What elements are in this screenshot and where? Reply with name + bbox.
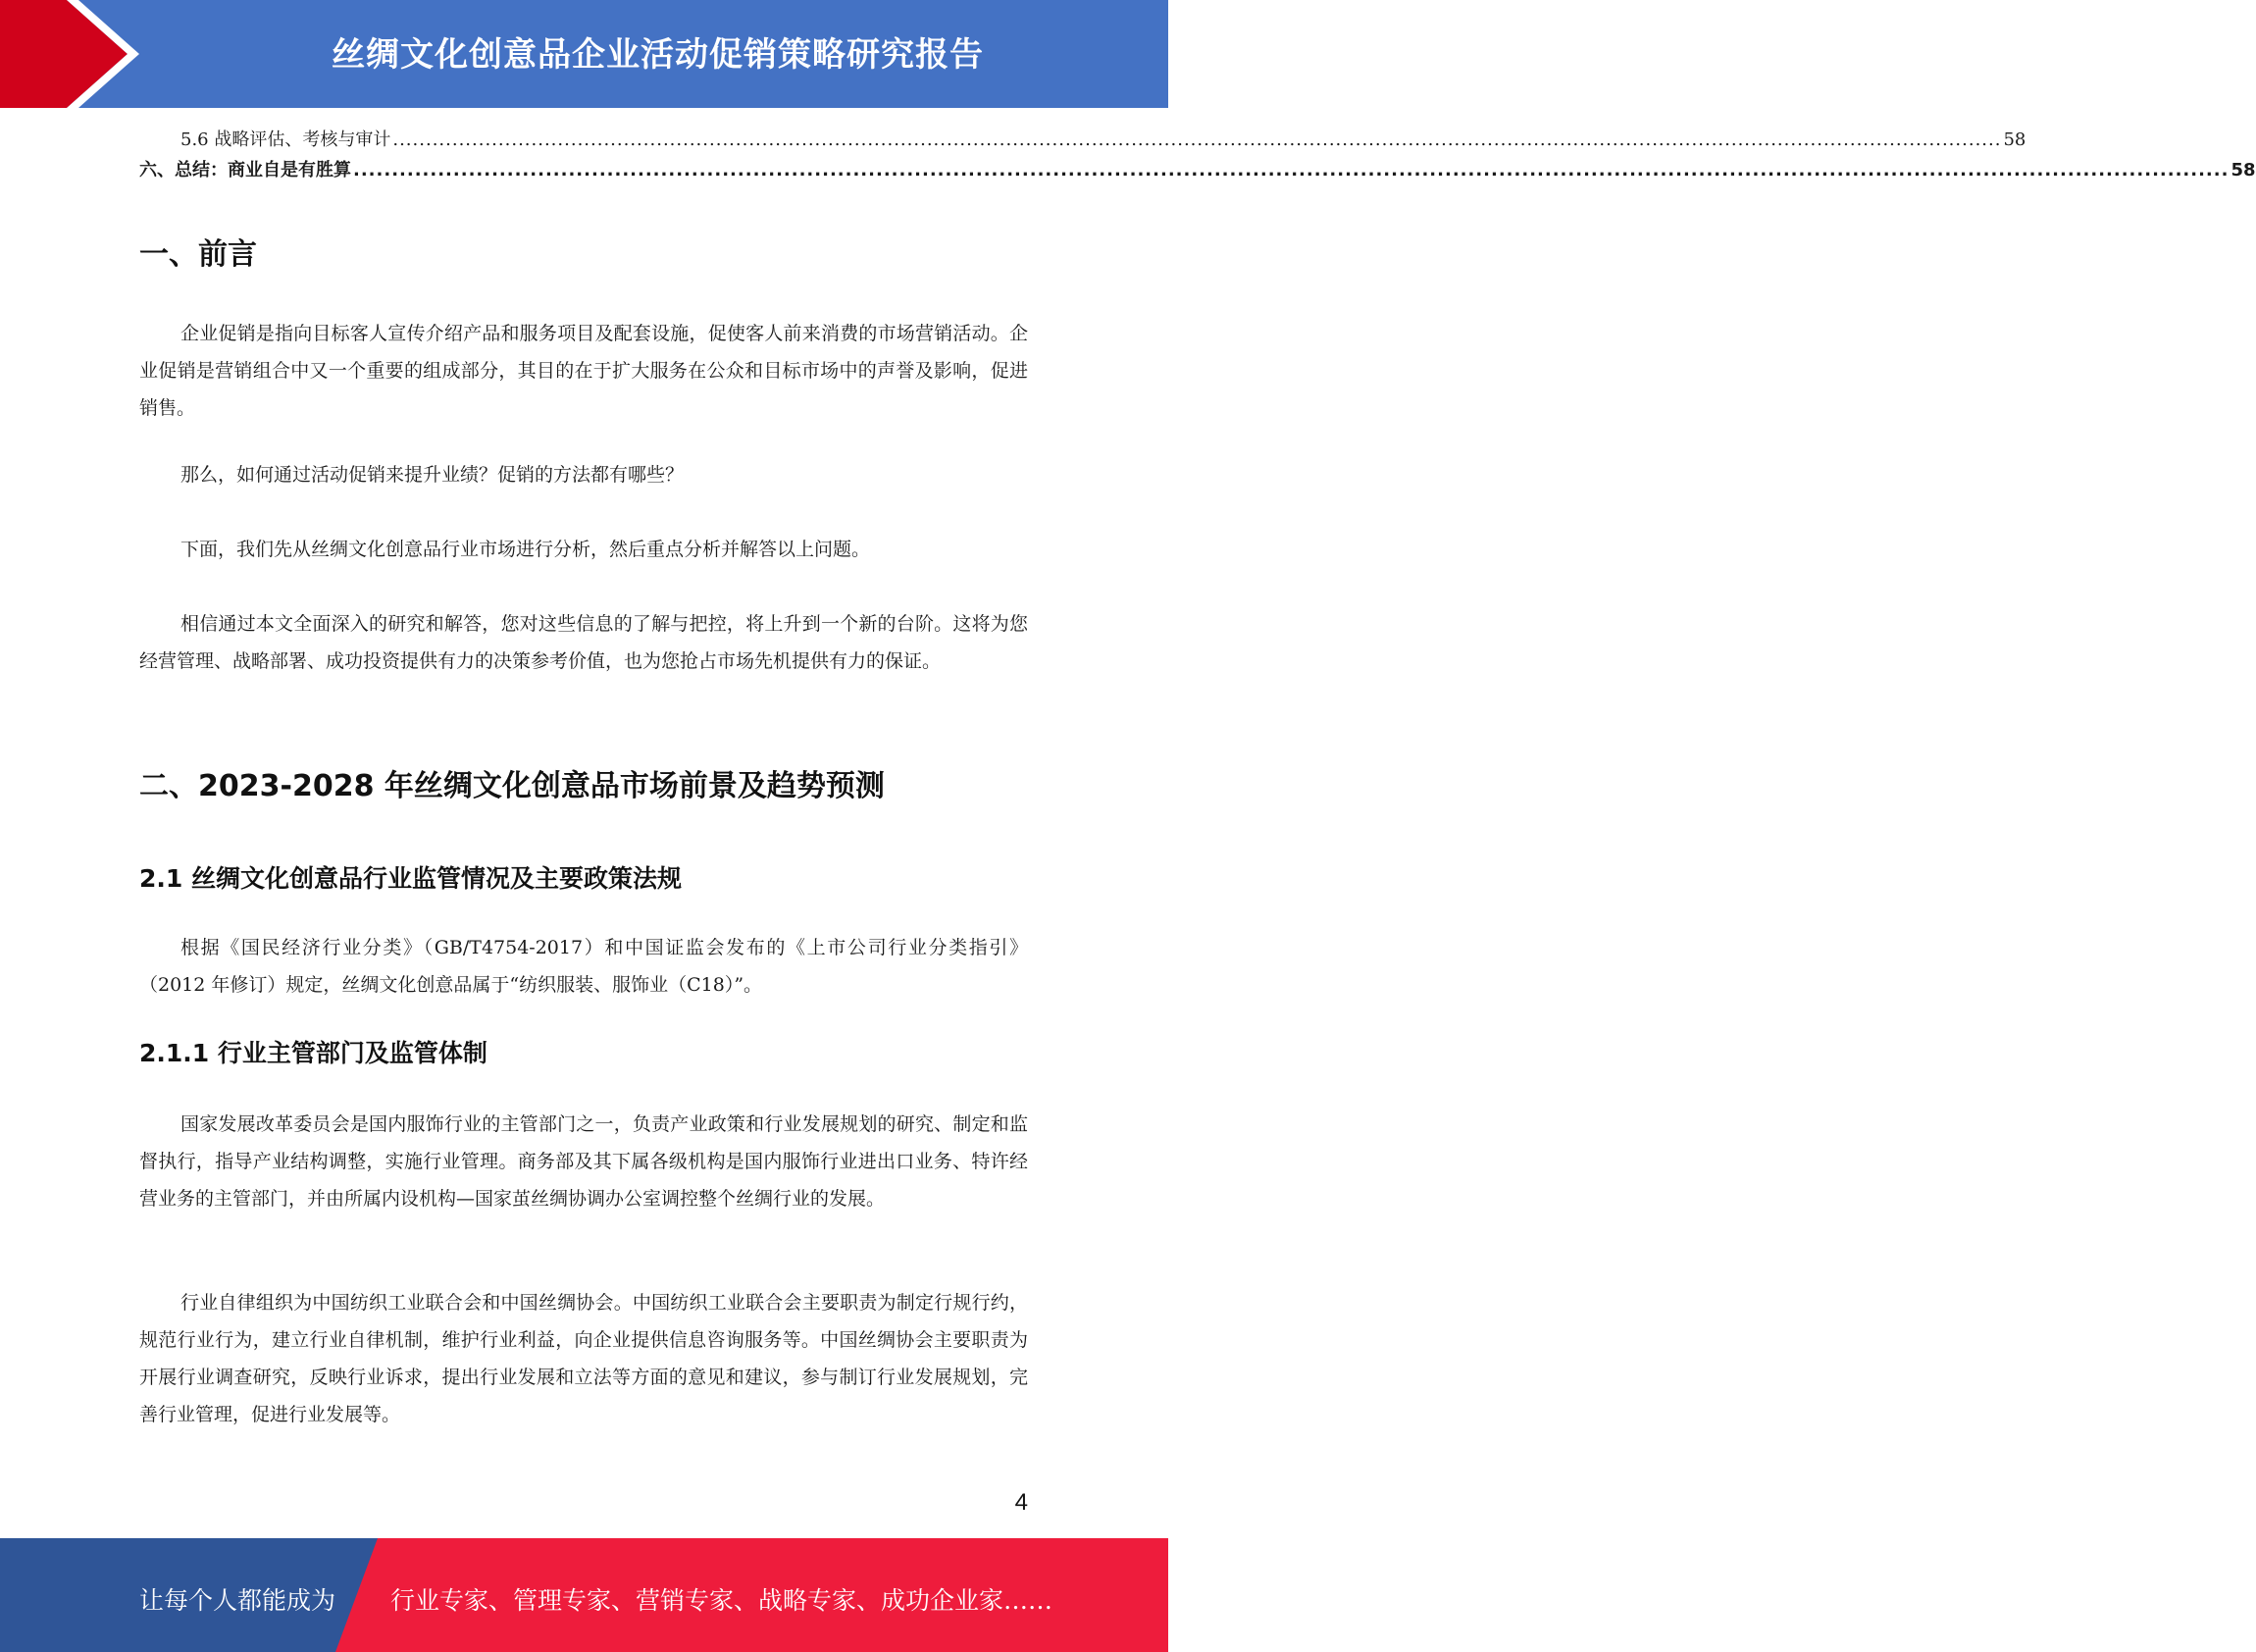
toc-entry-label: 六、总结：商业自是有胜算 <box>139 160 351 181</box>
footer-slogan-right: 行业专家、管理专家、营销专家、战略专家、成功企业家…… <box>390 1586 1053 1615</box>
report-title: 丝绸文化创意品企业活动促销策略研究报告 <box>332 35 984 75</box>
footer-slogan-left: 让每个人都能成为 <box>139 1586 336 1615</box>
toc-leader-dots: .................................................................................................................................................................................................................................................... <box>353 160 2230 181</box>
toc-entry-page: 58 <box>2003 129 2026 150</box>
preface-paragraph: 那么，如何通过活动促销来提升业绩？促销的方法都有哪些？ <box>180 464 685 486</box>
section-heading-preface: 一、前言 <box>139 237 257 272</box>
header-band <box>0 0 1168 108</box>
toc-entry-label: 5.6 战略评估、考核与审计 <box>180 129 391 150</box>
preface-paragraph: 相信通过本文全面深入的研究和解答，您对这些信息的了解与把控，将上升到一个新的台阶。这将为您经营管理、战略部署、成功投资提供有力的决策参考价值，也为您抢占市场先机提供有力的保证。 <box>139 613 1028 672</box>
toc-leader-dots: .................................................................................................................................................................................................................................................... <box>392 129 2002 150</box>
subsection-heading-2-1-1: 2.1.1 行业主管部门及监管体制 <box>139 1039 487 1067</box>
page-number: 4 <box>1014 1489 1028 1516</box>
section-heading-forecast: 二、2023-2028 年丝绸文化创意品市场前景及趋势预测 <box>139 769 885 803</box>
toc-entry[interactable] <box>139 156 2256 186</box>
subsection-2-1-1-paragraph: 行业自律组织为中国纺织工业联合会和中国丝绸协会。中国纺织工业联合会主要职责为制定行规行约，规范行业行为，建立行业自律机制，维护行业利益，向企业提供信息咨询服务等。中国丝绸协会主要职责为开展行业调查研究，反映行业诉求，提出行业发展和立法等方面的意见和建议，参与制订行业发展规划，完善行业管理，促进行业发展等。 <box>139 1292 1028 1425</box>
toc-entry[interactable] <box>139 126 2026 156</box>
subsection-heading-2-1: 2.1 丝绸文化创意品行业监管情况及主要政策法规 <box>139 864 682 893</box>
table-of-contents <box>139 126 2256 186</box>
preface-paragraph: 企业促销是指向目标客人宣传介绍产品和服务项目及配套设施，促使客人前来消费的市场营销活动。企业促销是营销组合中又一个重要的组成部分，其目的在于扩大服务在公众和目标市场中的声誉及影响，促进销售。 <box>139 323 1028 419</box>
toc-entry-page: 58 <box>2230 160 2256 181</box>
footer-band <box>0 1538 1168 1652</box>
subsection-2-1-1-paragraph: 国家发展改革委员会是国内服饰行业的主管部门之一，负责产业政策和行业发展规划的研究、制定和监督执行，指导产业结构调整，实施行业管理。商务部及其下属各级机构是国内服饰行业进出口业务、特许经营业务的主管部门，并由所属内设机构—国家茧丝绸协调办公室调控整个丝绸行业的发展。 <box>139 1113 1028 1210</box>
header-arrow-icon <box>0 0 157 108</box>
preface-paragraph: 下面，我们先从丝绸文化创意品行业市场进行分析，然后重点分析并解答以上问题。 <box>180 539 871 560</box>
subsection-2-1-paragraph: 根据《国民经济行业分类》（GB/T4754-2017）和中国证监会发布的《上市公司行业分类指引》（2012 年修订）规定，丝绸文化创意品属于“纺织服装、服饰业（C18）”。 <box>139 937 1028 996</box>
